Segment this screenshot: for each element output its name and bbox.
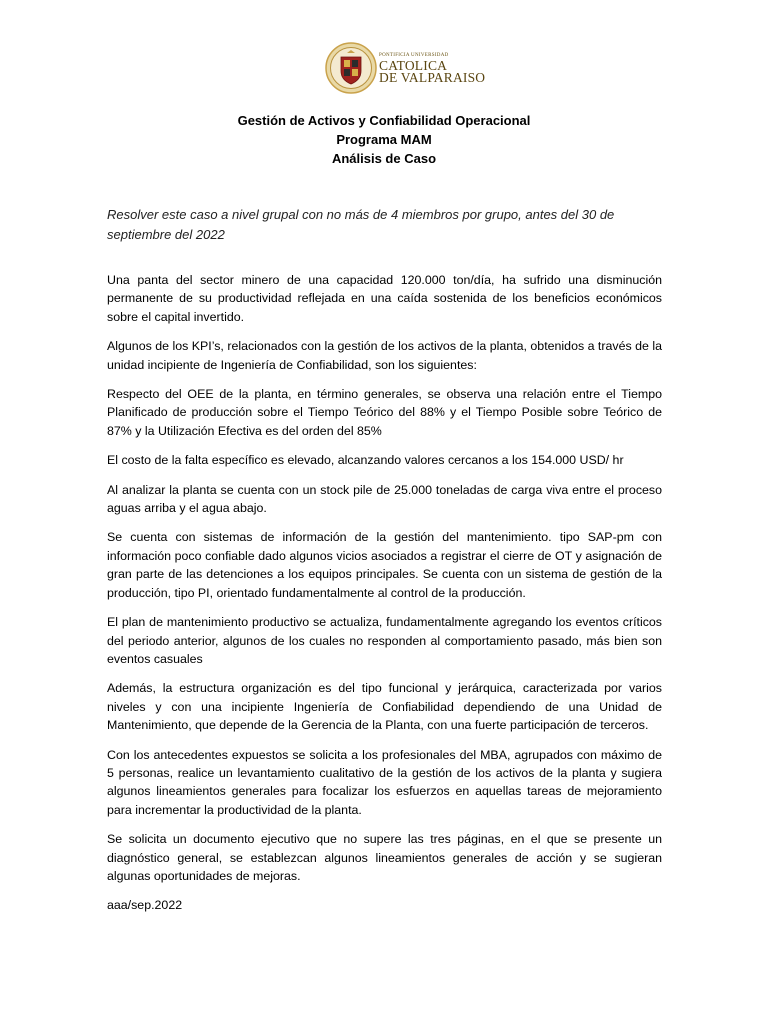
document-body (107, 271, 662, 926)
case-title: Análisis de Caso (331, 151, 437, 166)
paragraph: Se solicita un documento ejecutivo que no supere las tres páginas, en el que se presente un diagnóstico general, se establezcan algunos lineamientos generales de acción y se sugieran algunas oportunidades de mejoras. (107, 832, 662, 883)
paragraph: Con los antecedentes expuestos se solicita a los profesionales del MBA, agrupados con máximo de 5 personas, realice un levantamiento cualitativo de la gestión de los activos de la planta y sugiera algunos lineamientos generales para focalizar los esfuerzos en aquellas tareas de mejoramiento para incrementar la productividad de la planta. (107, 747, 662, 817)
document-titles (0, 111, 768, 168)
document-title: Gestión de Activos y Confiabilidad Operacional (237, 113, 531, 128)
intro-instruction: Resolver este caso a nivel grupal con no más de 4 miembros por grupo, antes del 30 de septiembre del 2022 (107, 207, 615, 242)
paragraph: Algunos de los KPI’s, relacionados con la gestión de los activos de la planta, obtenidos a través de la unidad incipiente de Ingeniería de Confiabilidad, son los siguientes: (107, 339, 662, 372)
paragraph: El plan de mantenimiento productivo se actualiza, fundamentalmente agregando los eventos críticos del periodo anterior, algunos de los cuales no responden al comportamiento pasado, más bien son eventos casuales (107, 615, 662, 666)
logo-line-catolica: CATOLICA (379, 57, 448, 73)
paragraph: Al analizar la planta se cuenta con un stock pile de 25.000 toneladas de carga viva entre el proceso aguas arriba y el agua abajo. (107, 482, 662, 516)
paragraph: Una panta del sector minero de una capacidad 120.000 ton/día, ha sufrido una disminución permanente de su productividad reflejada en una caída sostenida de los beneficios económicos sobre el capital invertido. (107, 273, 662, 324)
paragraph: El costo de la falta específico es elevado, alcanzando valores cercanos a los 154.000 USD/ hr (107, 453, 624, 468)
university-seal-icon (325, 42, 377, 94)
signature: aaa/sep.2022 (107, 898, 183, 913)
paragraph: Además, la estructura organización es del tipo funcional y jerárquica, caracterizada por varios niveles y con una incipiente Ingeniería de Confiabilidad dependiendo de una Unidad de Mantenimiento, que depende de la Gerencia de la Planta, con una fuerte participación de terceros. (107, 681, 662, 733)
logo-line-small: PONTIFICIA UNIVERSIDAD (379, 52, 449, 58)
program-title: Programa MAM (336, 132, 432, 147)
university-logo (325, 42, 485, 94)
paragraph: Se cuenta con sistemas de información de la gestión del mantenimiento. tipo SAP-pm con información poco confiable dado algunos vicios asociados a registrar el cierre de OT y asignación de gran parte de las detenciones a los equipos principales. Se cuenta con un sistema de gestión de la producción, tipo PI, orientado fundamentalmente al control de la producción. (107, 530, 662, 600)
logo-line-valparaiso: DE VALPARAISO (379, 69, 486, 85)
paragraph: Respecto del OEE de la planta, en término generales, se observa una relación entre el Tiempo Planificado de producción sobre el Tiempo Teórico del 88% y el Tiempo Posible sobre Teórico de 87% y la Utilización Efectiva es del orden del 85% (107, 387, 662, 438)
